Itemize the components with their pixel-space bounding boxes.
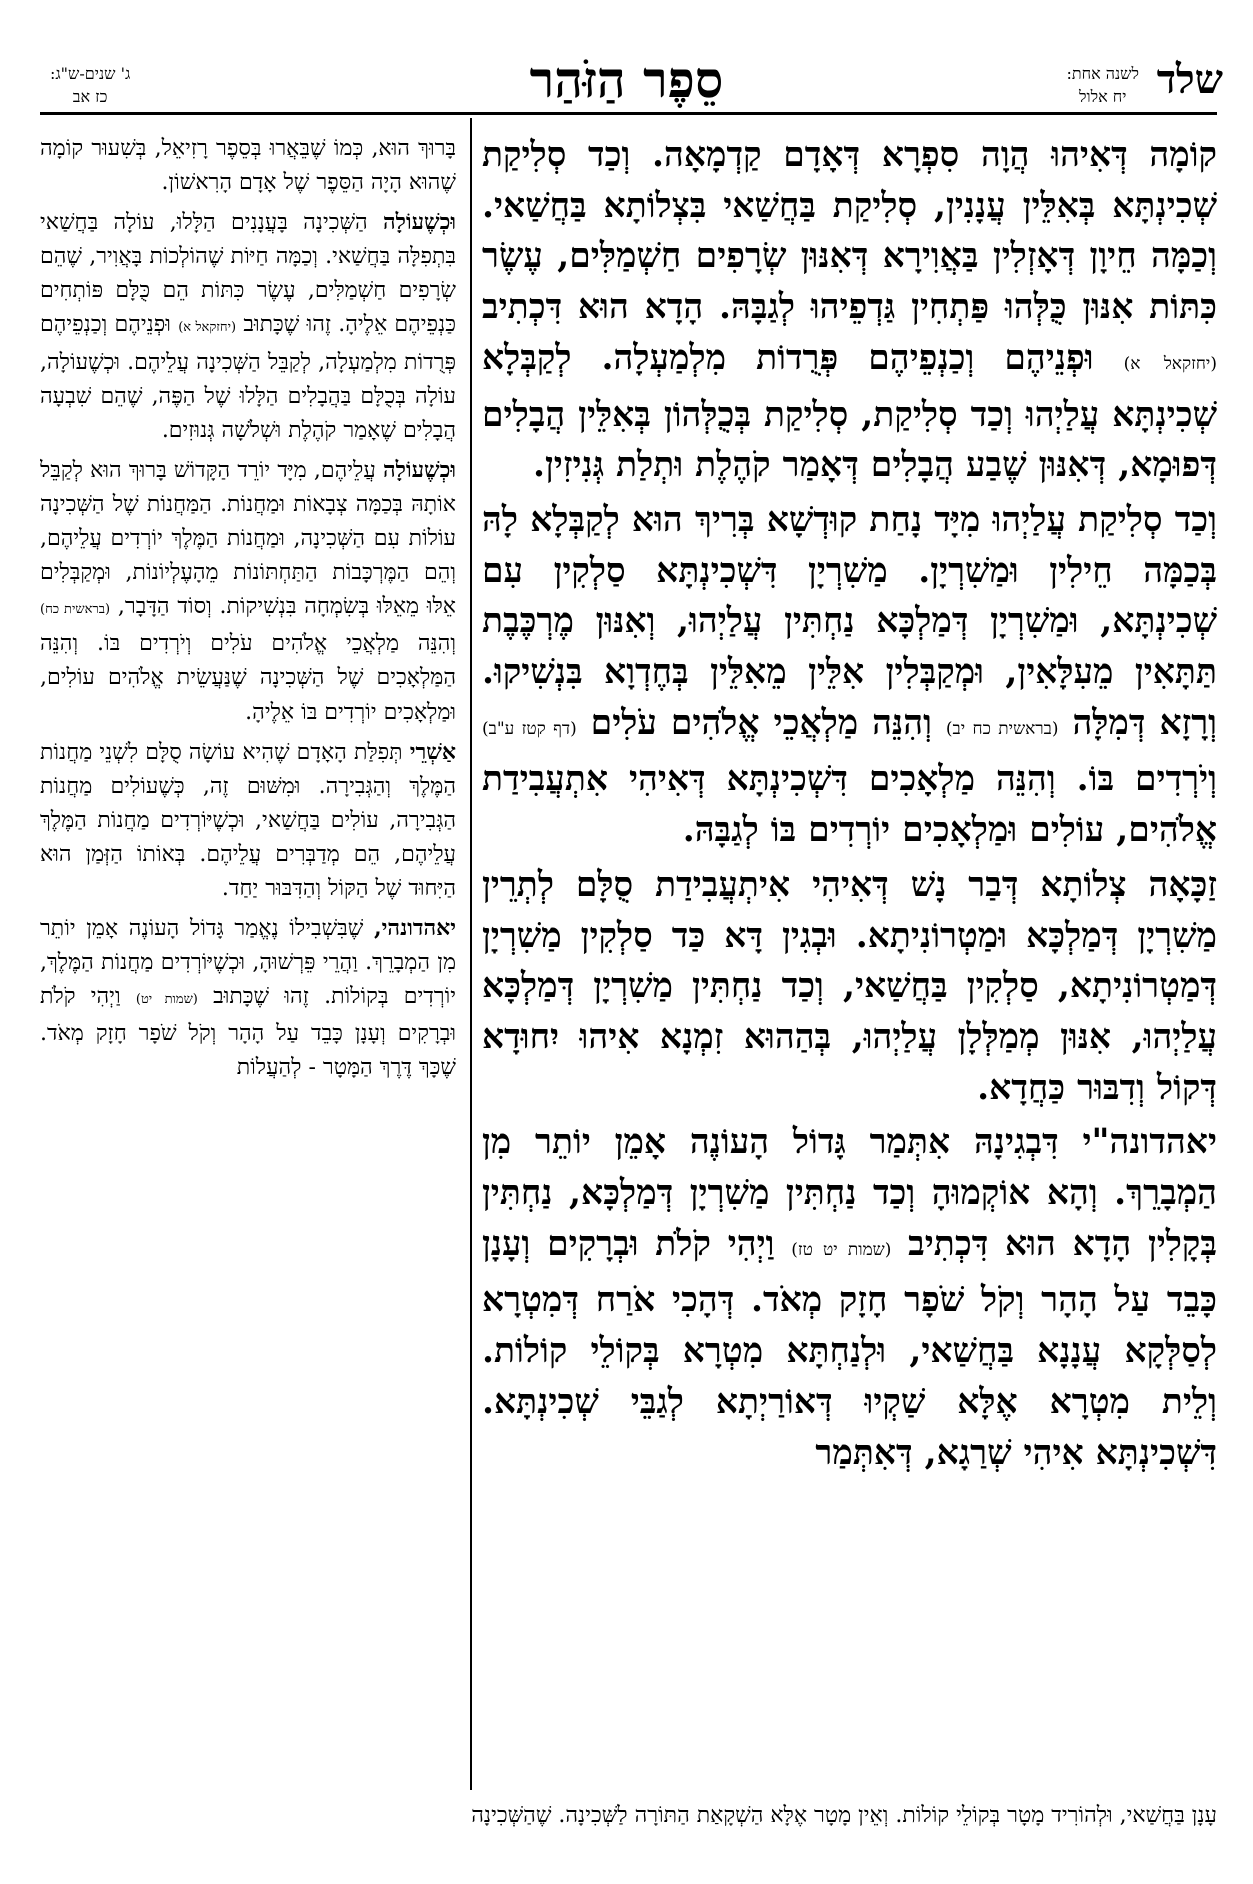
three-year-date: כז אב	[72, 87, 108, 106]
main-paragraph-4	[482, 1117, 1217, 1478]
side-p3-text: עֲלֵיהֶם, מִיָּד יוֹרֵד הַקָּדוֹשׁ בָּרוּךְ הוּא לְקַבֵּל אוֹתָהּ בְּכַמָּה צְבָאוֹת וּמַחֲנוֹת. הַמַּחֲנוֹת שֶׁל הַשְּׁכִינָה עוֹלוֹת עִם הַשְּׁכִינָה, וּמַחֲנוֹת הַמֶּלֶךְ יוֹרְדִים עֲלֵיהֶם, וְהֵם הַמֶּרְכָּבוֹת הַתַּחְתּוֹנוֹת מֵהָעֶלְיוֹנוֹת, וּמְקַבְּלִים אֵלּוּ מֵאֵלּוּ בְּשִׂמְחָה בִּנְשִׁיקוֹת. וְסוֹד הַדָּבָר,	[40, 457, 456, 620]
side-paragraph-2	[40, 205, 456, 448]
side-p5-lead: יאהדונהי,	[374, 915, 456, 942]
translation-column	[40, 132, 456, 1792]
main-p1-text-b: וּפְנֵיהֶם וְכַנְפֵיהֶם פְּרֻדוֹת מִלְמַעְלָה. לְקַבְּלָא שְׁכִינְתָּא עֲלַיְהוּ וְכַד סְלִיקַת, סְלִיקַת בְּכֻלְּהוֹן בְּאִלֵּין הֲבָלִים דְּפוּמָא, דְּאִנּוּן שֶׁבַע הֲבָלִים דְּאָמַר קֹהֶלֶת וּתְלַת גְּנִיזִין.	[482, 337, 1217, 486]
side-p2-reference: (יחזקאל א)	[178, 320, 237, 336]
main-p2-text-b: וְהִנֵּה מַלְאֲכֵי אֱלֹהִים עֹלִים	[590, 702, 932, 743]
one-year-label: לשנה אחת:	[1066, 64, 1139, 83]
main-p2-text-c: וְיֹרְדִים בּוֹ. וְהִנֵּה מַלְאָכִים דִּשְׁכִינְתָּא דְּאִיהִי אִתְעֲבִידַת אֱלֹהִים, עוֹלִים וּמַלְאָכִים יוֹרְדִים בּוֹ לְגַבָּהּ.	[482, 759, 1217, 851]
main-p4-reference: (שמות יט טז)	[791, 1239, 892, 1260]
bottom-continuation-line: עָנָן בַּחֲשַׁאי, וּלְהוֹרִיד מָטָר בְּקוֹלֵי קוֹלוֹת. וְאֵין מָטָר אֶלָּא הַשְׁקָאַת הַתּוֹרָה לַשְּׁכִינָה. שֶׁהַשְּׁכִינָה	[471, 1803, 1217, 1828]
main-p4-text: יאהדונה"י דִּבְגִינָהּ אִתְּמַר גָּדוֹל הָעוֹנֶה אָמֵן יוֹתֵר מִן הַמְבָרֵךְ. וְהָא אוֹקְמוּהָ וְכַד נַחְתִּין מַשִׁרְיָן דְּמַלְכָּא, נַחְתִּין בְּקָלִין הָדָא הוּא דִּכְתִיב	[482, 1122, 1217, 1264]
main-paragraph-3	[482, 860, 1217, 1114]
three-year-schedule	[50, 62, 130, 108]
side-p3-reference: (בראשית כח)	[40, 602, 111, 618]
side-p3-lead: וּכְשֶׁעוֹלָה	[383, 456, 456, 483]
side-p5-text-b: וַיְהִי קֹלֹת וּבְרָקִים וְעָנָן כָּבֵד עַל הָהָר וְקֹל שֹׁפָר חָזָק מְאֹד. שֶׁכָּךְ דֶּרֶךְ הַמָּטָר - לְהַעֲלוֹת	[40, 984, 456, 1081]
three-year-label: ג' שנים-ש"ג:	[50, 64, 131, 83]
one-year-date: יח אלול	[1079, 87, 1127, 106]
side-p2-text: הַשְּׁכִינָה בָּעֲנָנִים הַלָּלוּ, עוֹלָה בַּחֲשַׁאי בִּתְפִלָּה בַּחֲשַׁאי. וְכַמָּה חַיּוֹת שֶׁהוֹלְכוֹת בָּאֲוִיר, שֶׁהֵם שְׂרָפִים חַשְׁמַלִּים, עֶשֶׂר כִּתּוֹת הֵם כֻּלָּם פּוֹתְחִים כַּנְפֵיהֶם אֵלֶיהָ. זֶהוּ שֶׁכָּתוּב	[40, 210, 456, 338]
main-p2-reference-2: (דף קטז ע"ב)	[482, 718, 577, 739]
side-p5-reference: (שמות יט)	[135, 992, 198, 1008]
page-number: שלד	[1156, 56, 1223, 103]
main-paragraph-1	[482, 130, 1217, 491]
side-paragraph-5	[40, 911, 456, 1085]
side-p2-lead: וּכְשֶׁעוֹלָה	[383, 209, 456, 236]
side-p3-text-b: וְהִנֵּה מַלְאֲכֵי אֱלֹהִים עֹלִים וְיֹרְדִים בּוֹ. וְהִנֵּה הַמַּלְאָכִים שֶׁל הַשְּׁכִינָה שֶׁנַּעֲשֵׂית אֱלֹהִים עוֹלִים, וּמַלְאָכִים יוֹרְדִים בּוֹ אֵלֶיהָ.	[40, 631, 456, 725]
main-text-column	[482, 130, 1217, 1780]
side-paragraph-4	[40, 735, 456, 906]
main-p2-reference-1: (בראשית כח יב)	[945, 718, 1059, 739]
header-rule	[40, 112, 1217, 115]
book-title: סֵפֶר הַזֹּהַר	[529, 50, 724, 109]
side-p4-lead: אַשְׁרֵי	[409, 738, 456, 765]
main-p1-reference: (יחזקאל א)	[1123, 353, 1217, 374]
main-p3-text: זַכָּאָה צְלוֹתָא דְּבַר נָשׁ דְּאִיהִי אִיתְעֲבִידַת סֻלָּם לְתְרֵין מַשִׁרְיָן דְּמַלְכָּא וּמַטְרוֹנִיתָא. וּבְגִין דָּא כַּד סַלְקִין מַשִׁרְיָן דְּמַטְרוֹנִיתָא, סַלְקִין בַּחֲשַׁאי, וְכַד נַחְתִּין מַשִׁרְיָן דְּמַלְכָּא עֲלַיְהוּ, אִנּוּן מְמַלְּלָן עֲלַיְהוּ, בְּהַהוּא זִמְנָא אִיהוּ יִחוּדָא דְּקוֹל וְדִבּוּר כַּחֲדָא.	[482, 864, 1217, 1108]
side-p4-text: תְּפִלַּת הָאָדָם שֶׁהִיא עוֹשָׂה סֻלָּם לִשְׁנֵי מַחֲנוֹת הַמֶּלֶךְ וְהַגְּבִירָה. וּמִשּׁוּם זֶה, כְּשֶׁעוֹלִים מַחֲנוֹת הַגְּבִירָה, עוֹלִים בַּחֲשַׁאי, וּכְשֶׁיּוֹרְדִים מַחֲנוֹת הַמֶּלֶךְ עֲלֵיהֶם, הֵם מְדַבְּרִים עֲלֵיהֶם. בְּאוֹתוֹ הַזְּמַן הוּא הַיִּחוּד שֶׁל הַקּוֹל וְהַדִּבּוּר יַחַד.	[40, 739, 456, 901]
main-paragraph-2	[482, 495, 1217, 856]
main-p1-text: קוֹמָה דְּאִיהוּ הֲוָה סִפְרָא דְּאָדָם קַדְמָאָה. וְכַד סְלִיקַת שְׁכִינְתָּא בְּאִלֵּין עֲנָנִין, סְלִיקַת בַּחֲשַׁאי בִּצְלוֹתָא בַּחֲשַׁאי. וְכַמָּה חֵיוָן דְּאָזְלִין בַּאֲוִירָא דְּאִנּוּן שְׂרָפִים חַשְׁמַלִּים, עֶשֶׂר כִּתּוֹת אִנּוּן כֻּלְּהוּ פַּתְחִין גַּדְפֵיהוּ לְגַבָּהּ. הָדָא הוּא דִּכְתִיב	[482, 135, 1217, 328]
side-paragraph-3	[40, 453, 456, 730]
side-p5-text: שֶׁבִּשְׁבִילוֹ נֶאֱמַר גָּדוֹל הָעוֹנֶה אָמֵן יוֹתֵר מִן הַמְבָרֵךְ. וַהֲרֵי פֵּרְשׁוּהָ, וּכְשֶׁיּוֹרְדִים מַחֲנוֹת הַמֶּלֶךְ, יוֹרְדִים בְּקוֹלוֹת. זֶהוּ שֶׁכָּתוּב	[40, 916, 456, 1010]
side-p2-text-b: וּפְנֵיהֶם וְכַנְפֵיהֶם פְּרֻדוֹת מִלְמַעְלָה, לְקַבֵּל הַשְּׁכִינָה עֲלֵיהֶם. וּכְשֶׁעוֹלָה, עוֹלָה בְּכֻלָּם בַּהֲבָלִים הַלָּלוּ שֶׁל הַפֶּה, שֶׁהֵם שִׁבְעָה הֲבָלִים שֶׁאָמַר קֹהֶלֶת וּשְׁלֹשָׁה גְּנוּזִים.	[40, 312, 456, 443]
side-paragraph-1	[40, 132, 456, 200]
column-divider	[470, 118, 472, 1790]
main-p4-text-b: וַיְהִי קֹלֹת וּבְרָקִים וְעָנָן כָּבֵד עַל הָהָר וְקֹל שֹׁפָר חָזָק מְאֹד. דְּהָכִי אֹרַח דְּמִטְרָא לְסַלְּקָא עֲנָנָא בַּחֲשַׁאי, וּלְנַחְתָּא מִטְרָא בְּקוֹלֵי קוֹלוֹת. וְלֵית מִטְרָא אֶלָּא שַׁקְיוּ דְּאוֹרַיְתָא לְגַבֵּי שְׁכִינְתָּא. דִּשְׁכִינְתָּא אִיהִי שְׁרַגָא, דְּאִתְּמַר	[482, 1223, 1217, 1473]
side-p1-text: בָּרוּךְ הוּא, כְּמוֹ שֶׁבֵּאֲרוּ בְּסֵפֶר רָזִיאֵל, בְּשִׁעוּר קוֹמָה שֶׁהוּא הָיָה הַסֵּפֶר שֶׁל אָדָם הָרִאשׁוֹן.	[40, 136, 456, 196]
main-p2-text: וְכַד סְלִיקַת עֲלַיְהוּ מִיָּד נָחַת קוּדְשָׁא בְּרִיךְ הוּא לְקַבְּלָא לָהּ בְּכַמָּה חֵילִין וּמַשִׁרְיָן. מַשִׁרְיָן דִּשְׁכִינְתָּא סַלְקִין עִם שְׁכִינְתָּא, וּמַשִׁרְיָן דְּמַלְכָּא נַחְתִּין עֲלַיְהוּ, וְאִנּוּן מֶרְכֶּבֶת תַּתָּאִין מֵעִלָּאִין, וּמְקַבְּלִין אִלֵּין מֵאִלֵּין בְּחֶדְוָא בִּנְשִׁיקוּ. וְרָזָא דְּמִלָּה	[482, 499, 1217, 743]
page-header	[30, 50, 1223, 120]
